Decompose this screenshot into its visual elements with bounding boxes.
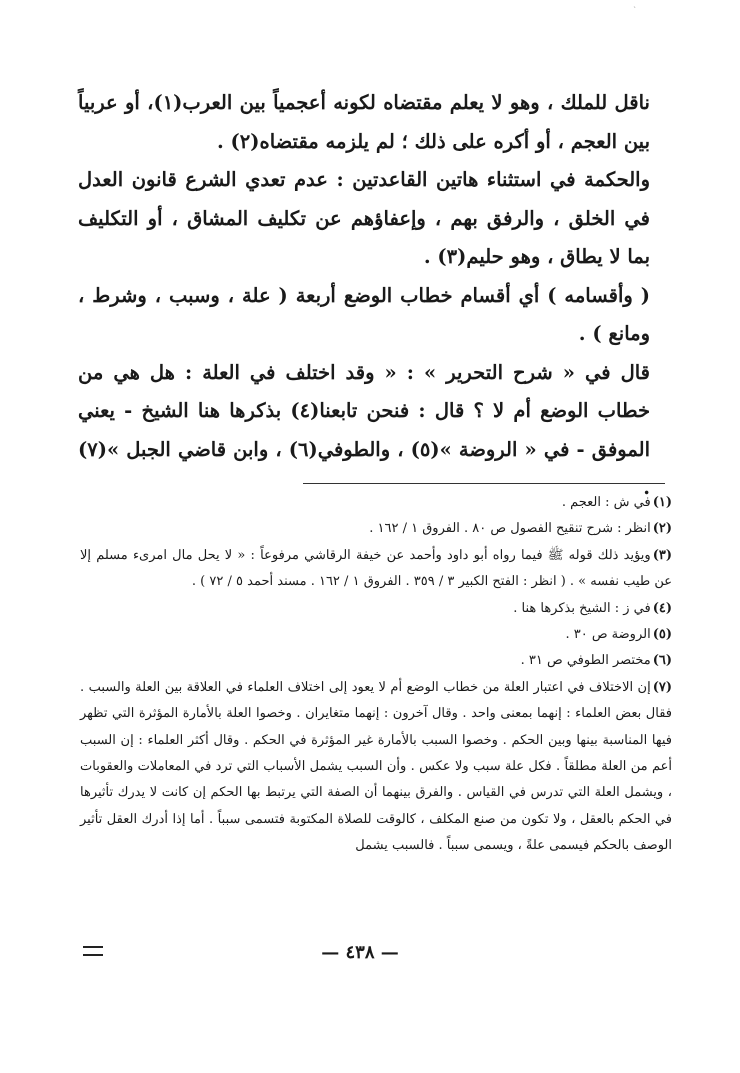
footnote-text: إن الاختلاف في اعتبار العلة من خطاب الوضع أم لا يعود إلى اختلاف العلماء في العلاقة بين العلة والسبب . فقال بعض العلماء : إنهما بمعنى واحد . وقال آخرون : إنهما متغايران . وخصوا العلة بالأمارة المؤثرة التي تظهر فيها المناسبة بينها وبين الحكم . وخصوا السبب بالأمارة غير المؤثرة في الحكم . وقال أكثر العلماء : إن السبب أعم من العلة مطلقاً . فكل علة سبب ولا عكس . وأن السبب يشمل الأسباب التي ترد في المعاملات والعقوبات ، ويشمل العلة التي تدرس في القياس . والفرق بينهما أن الصفة التي يرتبط بها الحكم إن كانت لا يدرك تأثيرها في الحكم بالعقل ، ولا تكون من صنع المكلف ، كالوقت للصلاة المكتوبة فتسمى سبباً . أما إذا أدرك العقل تأثير الوصف بالحكم فيسمى علةً ، ويسمى سبباً . فالسبب يشمل bbox=[80, 679, 672, 854]
footnote-text: الروضة ص ٣٠ . bbox=[565, 627, 651, 643]
footnote-separator bbox=[303, 483, 665, 484]
footnote-number: (٧) bbox=[652, 679, 672, 695]
footnote bbox=[80, 543, 672, 596]
footnote-number: (٢) bbox=[652, 521, 672, 537]
dash-right: — bbox=[380, 942, 399, 963]
footnote bbox=[80, 648, 672, 674]
footnote-text: في ش : العجم . bbox=[561, 495, 651, 510]
footnote-text: في ز : الشيخ بذكرها هنا . bbox=[513, 600, 651, 616]
footnote bbox=[80, 622, 672, 648]
double-rule-mark bbox=[83, 946, 103, 956]
footnote bbox=[80, 675, 672, 860]
footnote-number: (٦) bbox=[652, 653, 672, 669]
footnotes bbox=[80, 490, 672, 860]
page-number bbox=[300, 942, 420, 963]
paragraph: ناقل للملك ، وهو لا يعلم مقتضاه لكونه أعجمياً بين العرب(١)، أو عربياً بين العجم ، أو أكره على ذلك ؛ لم يلزمه مقتضاه(٢) . bbox=[78, 91, 650, 153]
footnote-text: انظر : شرح تنقيح الفصول ص ٨٠ . الفروق ١ / ١٦٢ . bbox=[369, 521, 651, 537]
paragraph: والحكمة في استثناء هاتين القاعدتين : عدم تعدي الشرع قانون العدل في الخلق ، والرفق بهم ، وإعفاؤهم عن تكليف المشاق ، أو التكليف بما لا يطاق ، وهو حليم(٣) . bbox=[78, 168, 650, 268]
footnote-text: ويؤيد ذلك قوله ﷺ فيما رواه أبو داود وأحمد عن خيفة الرقاشي مرفوعاً : « لا يحل مال امرىء مسلم إلا عن طيب نفسه » . ( انظر : الفتح الكبير ٣ / ٣٥٩ . الفروق ١ / ١٦٢ . مسند أحمد ٥ / ٧٢ ) . bbox=[80, 547, 672, 590]
footnote-number: (٣) bbox=[652, 547, 672, 563]
footnote-number: (١) bbox=[652, 495, 672, 510]
main-text bbox=[78, 84, 650, 508]
footnote-number: (٥) bbox=[652, 627, 672, 643]
footnote bbox=[80, 516, 672, 542]
dash-left: — bbox=[321, 942, 340, 963]
footnote-number: (٤) bbox=[652, 600, 672, 616]
footnote-text: مختصر الطوفي ص ٣١ . bbox=[520, 653, 651, 669]
footnote bbox=[80, 596, 672, 622]
paragraph: ( وأقسامه ) أي أقسام خطاب الوضع أربعة ( علة ، وسبب ، وشرط ، ومانع ) . bbox=[78, 283, 650, 345]
page-number-value: ٤٣٨ bbox=[345, 942, 375, 963]
corner-mark: ` bbox=[633, 6, 637, 15]
paragraph: قال في « شرح التحرير » : « وقد اختلف في العلة : هل هي من خطاب الوضع أم لا ؟ قال : فنحن تابعنا(٤) بذكرها هنا الشيخ - يعني الموفق - في « الروضة »(٥) ، والطوفي(٦) ، وابن قاضي الجبل »(٧) . bbox=[78, 360, 650, 499]
footnote bbox=[80, 490, 672, 516]
